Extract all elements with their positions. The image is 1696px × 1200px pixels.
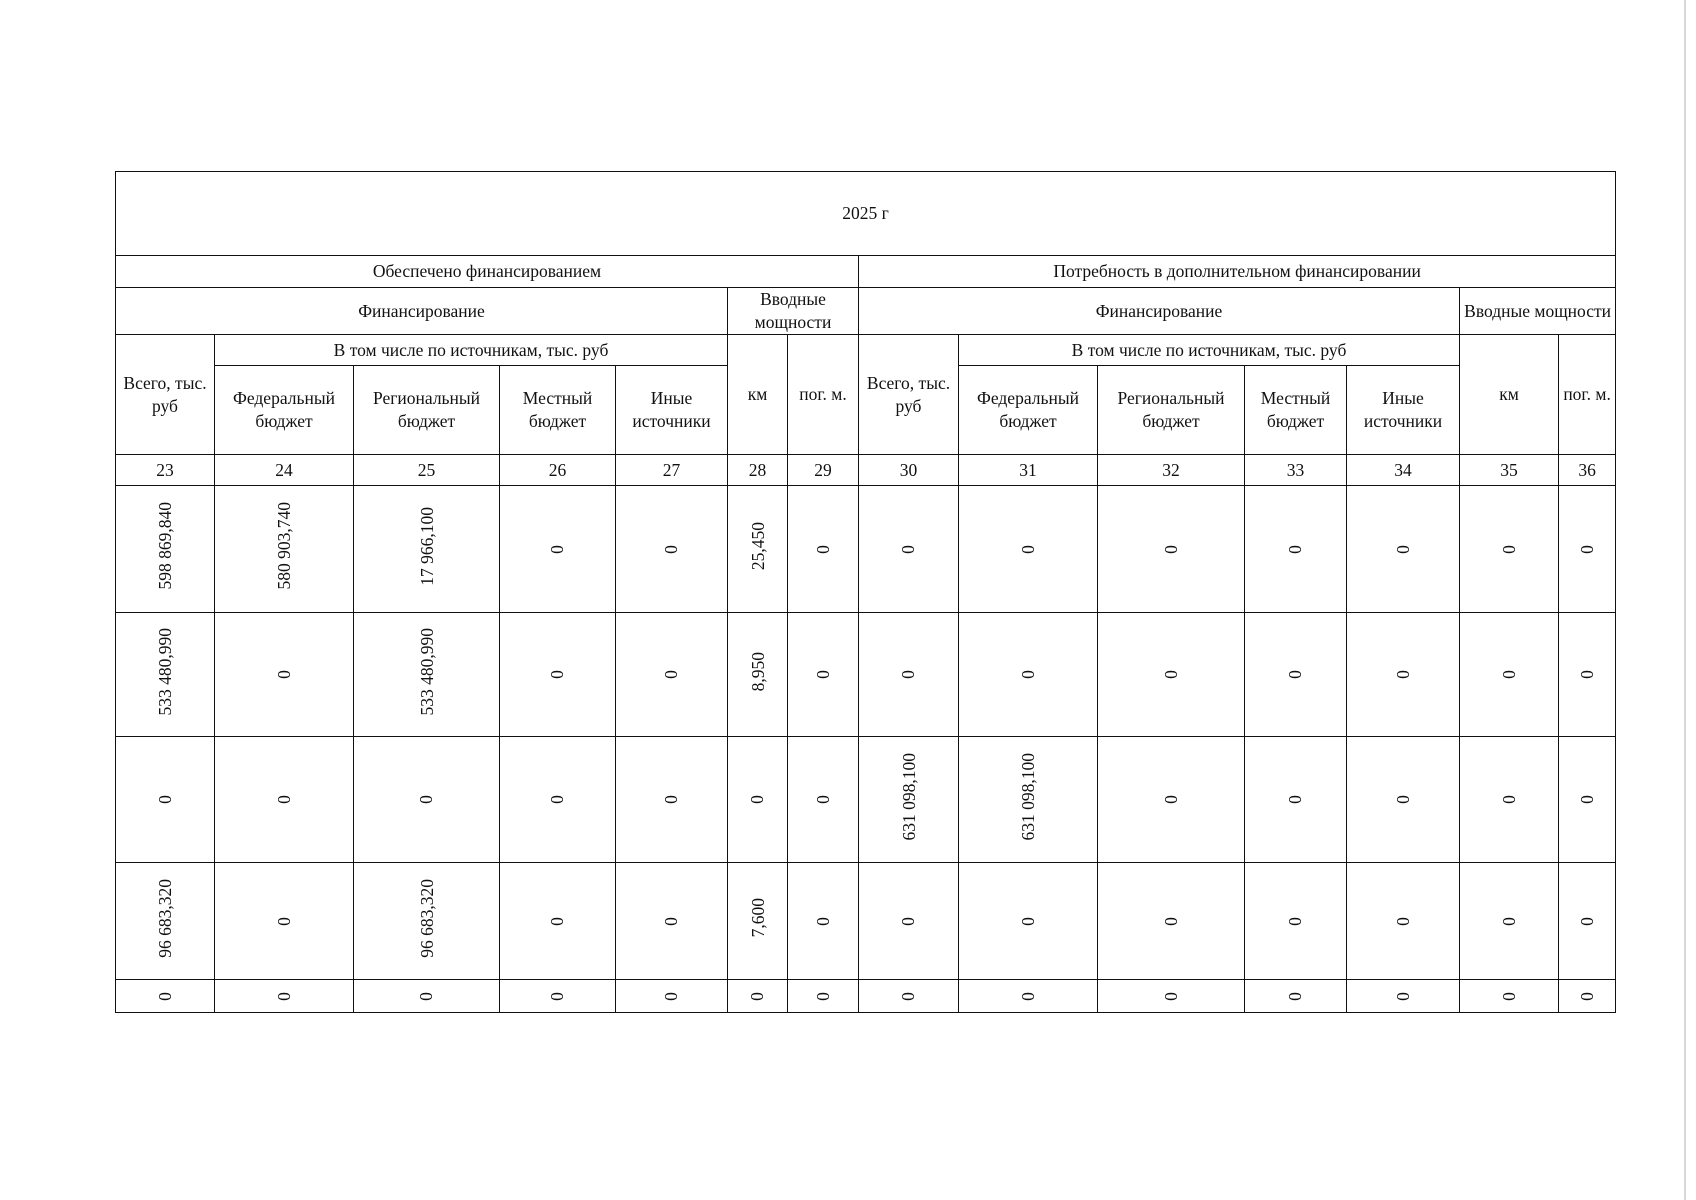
table-cell [859,613,959,737]
table-cell [1245,737,1347,863]
cell-value: 0 [154,991,175,1001]
table-cell [1559,980,1616,1013]
cell-value: 0 [1160,991,1181,1001]
table-row [116,486,1616,613]
cell-value: 631 098,100 [898,752,919,841]
cell-value: 0 [1017,991,1038,1001]
capacity-header-2: Вводные мощности [1460,288,1616,335]
table-cell [616,863,728,980]
cell-value: 580 903,740 [274,502,294,590]
cell-value: 0 [812,991,833,1001]
table-cell [1347,863,1460,980]
cell-value: 0 [898,670,918,679]
cell-value: 0 [273,670,294,679]
table-cell [616,486,728,613]
table-cell [959,486,1098,613]
cell-value: 0 [154,795,175,804]
cell-value: 0 [898,544,918,554]
col-km-1: км [728,335,788,455]
cell-value: 631 098,100 [1018,752,1038,841]
year-header: 2025 г [116,172,1616,256]
table-row [116,863,1616,980]
cell-value: 0 [1285,544,1305,554]
col-local-1: Местный бюджет [500,366,616,455]
table-cell [859,486,959,613]
table-cell [859,737,959,863]
column-number: 24 [215,455,354,486]
table-cell [959,737,1098,863]
cell-value: 0 [812,670,833,679]
table-cell [116,737,215,863]
cell-value: 0 [547,795,567,804]
cell-value: 0 [1498,670,1519,679]
cell-value: 0 [1498,916,1519,926]
table-cell [215,613,354,737]
cell-value: 0 [1285,991,1305,1001]
financing-header-2: Финансирование [859,288,1460,335]
table-cell [1098,863,1245,980]
table-cell [1559,863,1616,980]
table-cell [1460,980,1559,1013]
cell-value: 17 966,100 [416,506,437,586]
cell-value: 0 [1160,916,1181,926]
column-number: 31 [959,455,1098,486]
cell-value: 0 [1576,544,1597,554]
cell-value: 0 [1392,916,1413,926]
cell-value: 0 [273,991,294,1001]
table-cell [116,980,215,1013]
sources-row [116,335,1616,366]
table-cell [1245,486,1347,613]
column-number: 23 [116,455,215,486]
table-cell [354,613,500,737]
cell-value: 0 [661,991,681,1001]
table-cell [500,863,616,980]
cell-value: 0 [1576,991,1597,1001]
table-cell [1098,613,1245,737]
cell-value: 0 [812,795,833,804]
table-cell [1559,613,1616,737]
table-cell [728,613,788,737]
table-row [116,980,1616,1013]
cell-value: 0 [416,795,436,804]
table-cell [1098,980,1245,1013]
table-cell [788,863,859,980]
table-cell [354,980,500,1013]
table-cell [616,980,728,1013]
cell-value: 0 [1017,544,1038,554]
table-cell [500,737,616,863]
cell-value: 0 [547,991,567,1001]
col-local-2: Местный бюджет [1245,366,1347,455]
cell-value: 0 [1160,670,1181,679]
cell-value: 0 [1160,544,1181,554]
cell-value: 0 [1392,670,1413,679]
table-cell [728,863,788,980]
table-cell [1245,863,1347,980]
column-number: 29 [788,455,859,486]
col-total-2: Всего, тыс. руб [859,335,959,455]
cell-value: 0 [1285,795,1305,804]
cell-value: 0 [1392,991,1413,1001]
cell-value: 598 869,840 [155,502,175,590]
table-cell [1460,486,1559,613]
table-cell [1559,486,1616,613]
table-cell [1559,737,1616,863]
table-cell [959,980,1098,1013]
table-row [116,737,1616,863]
group-row [116,256,1616,288]
cell-value: 0 [1285,916,1305,926]
table-cell [859,863,959,980]
table-cell [116,486,215,613]
table-cell [788,486,859,613]
cell-value: 0 [547,670,567,679]
table-cell [616,613,728,737]
table-cell [1098,737,1245,863]
col-pm-2: пог. м. [1559,335,1616,455]
table-cell [959,613,1098,737]
column-number: 27 [616,455,728,486]
group-secured-header: Обеспечено финансированием [116,256,859,288]
cell-value: 8,950 [747,651,768,692]
page-edge [1684,0,1686,1200]
table-cell [1347,980,1460,1013]
cell-value: 0 [1017,916,1038,926]
cell-value: 0 [898,916,918,926]
table-cell [616,737,728,863]
table-cell [788,737,859,863]
column-number: 30 [859,455,959,486]
table-cell [788,980,859,1013]
cell-value: 0 [1017,670,1038,679]
cell-value: 0 [1392,544,1413,554]
cell-value: 533 480,990 [416,627,437,716]
column-number: 25 [354,455,500,486]
cell-value: 0 [1285,670,1305,679]
cell-value: 0 [1576,670,1597,679]
cell-value: 96 683,320 [155,878,175,958]
cell-value: 533 480,990 [155,627,175,716]
table-cell [1347,613,1460,737]
cell-value: 0 [547,916,567,926]
cell-value: 0 [1498,795,1519,804]
cell-value: 7,600 [747,898,768,938]
table-cell [1460,737,1559,863]
cell-value: 96 683,320 [416,878,437,958]
table-cell [728,486,788,613]
column-number: 35 [1460,455,1559,486]
cell-value: 0 [1160,795,1181,804]
table-cell [354,737,500,863]
sources-header-2: В том числе по источникам, тыс. руб [959,335,1460,366]
column-number: 26 [500,455,616,486]
table-cell [1245,613,1347,737]
capacity-header-1: Вводные мощности [728,288,859,335]
table-cell [354,486,500,613]
column-number: 32 [1098,455,1245,486]
table-cell [1460,613,1559,737]
table-cell [354,863,500,980]
cell-value: 0 [661,795,681,804]
col-regional-1: Региональный бюджет [354,366,500,455]
cell-value: 0 [547,544,567,554]
cell-value: 0 [1576,795,1597,804]
table-cell [500,613,616,737]
table-cell [959,863,1098,980]
table-cell [500,486,616,613]
table-cell [1245,980,1347,1013]
col-federal-1: Федеральный бюджет [215,366,354,455]
cell-value: 0 [661,544,681,554]
column-number: 33 [1245,455,1347,486]
col-km-2: км [1460,335,1559,455]
column-number-row [116,455,1616,486]
cell-value: 0 [898,991,918,1001]
col-pm-1: пог. м. [788,335,859,455]
col-federal-2: Федеральный бюджет [959,366,1098,455]
cell-value: 0 [1392,795,1413,804]
cell-value: 25,450 [747,521,768,571]
sources-header-1: В том числе по источникам, тыс. руб [215,335,728,366]
cell-value: 0 [1498,544,1519,554]
col-total-1: Всего, тыс. руб [116,335,215,455]
table-row [116,613,1616,737]
table-cell [1460,863,1559,980]
col-regional-2: Региональный бюджет [1098,366,1245,455]
table-cell [788,613,859,737]
cell-value: 0 [416,991,436,1001]
table-cell [1347,737,1460,863]
table-cell [728,737,788,863]
cell-value: 0 [1576,916,1597,926]
table-cell [116,863,215,980]
cell-value: 0 [747,991,767,1001]
col-other-1: Иные источники [616,366,728,455]
cell-value: 0 [1498,991,1519,1001]
table-cell [215,737,354,863]
column-number: 34 [1347,455,1460,486]
column-number: 28 [728,455,788,486]
table-cell [1347,486,1460,613]
cell-value: 0 [273,916,294,926]
financing-table [115,171,1616,1013]
subgroup-row [116,288,1616,335]
cell-value: 0 [661,670,681,679]
cell-value: 0 [812,916,833,926]
cell-value: 0 [661,916,681,926]
table-cell [215,863,354,980]
table-cell [116,613,215,737]
table-cell [859,980,959,1013]
cell-value: 0 [747,795,767,804]
table-cell [215,980,354,1013]
group-need-header: Потребность в дополнительном финансировании [859,256,1616,288]
table-cell [215,486,354,613]
financing-header-1: Финансирование [116,288,728,335]
cell-value: 0 [812,544,833,554]
table-cell [728,980,788,1013]
col-other-2: Иные источники [1347,366,1460,455]
table-cell [1098,486,1245,613]
cell-value: 0 [273,795,294,804]
year-row [116,172,1616,256]
column-number: 36 [1559,455,1616,486]
table-cell [500,980,616,1013]
